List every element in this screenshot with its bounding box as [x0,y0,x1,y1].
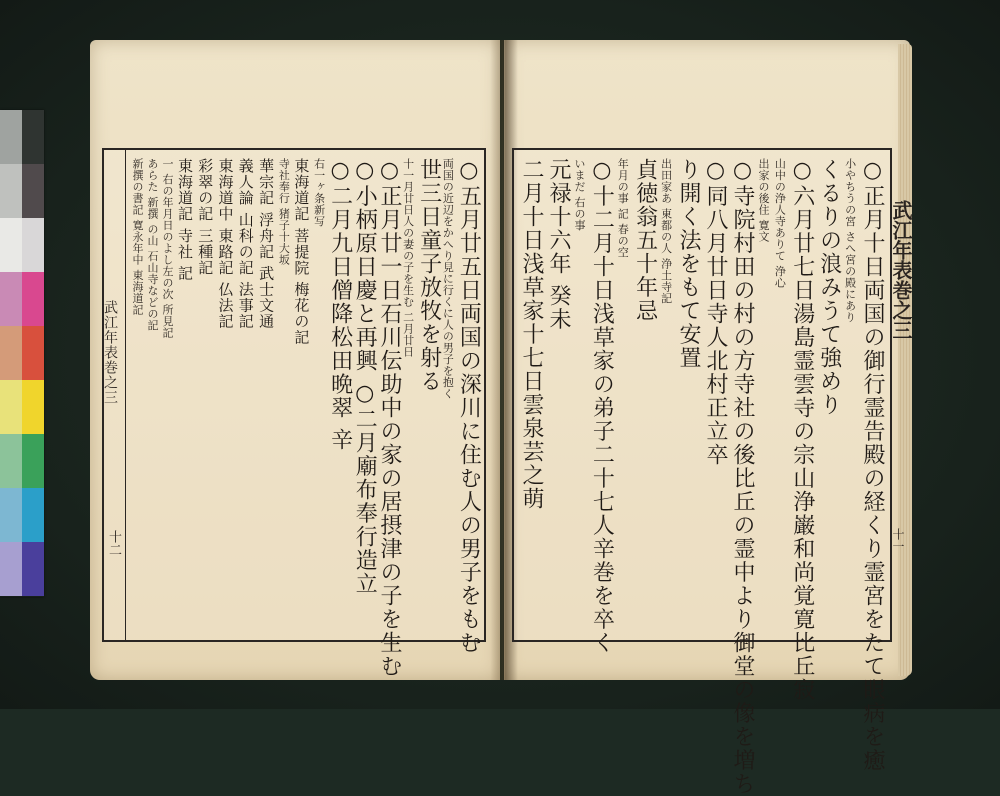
calibration-swatch [22,272,44,326]
left-page-text-column: ○小柄原日慶と再興 ○二月廟布奉行造立 [352,158,378,596]
calibration-swatch [22,380,44,434]
left-page-text-column: 義人論 山科の記 法事記 [236,158,255,330]
calibration-swatch [0,434,22,488]
calibration-swatch [0,218,22,272]
right-page-text-column: ○十二月十日浅草家の弟子二十七人辛巻を卒く [589,158,615,655]
left-page-text-column: ○五月廿五日両国の深川に住む人の男子をもむ [456,158,482,655]
calibration-swatch [22,542,44,596]
right-page-text-column: 貞徳翁五十年忌 [632,158,658,323]
right-page-text-column: 出田家あ 東都の人 浄土寺記 [659,158,673,304]
calibration-swatch [0,164,22,218]
right-page-text-column: ○六月廿七日湯島霊雲寺の宗山浄巌和尚覚寛比丘寂 [789,158,815,702]
calibration-swatch [22,488,44,542]
right-page-text-column: ○寺院村田の村の方寺社の後比丘の霊中より御堂の像を増ち [729,158,755,796]
left-page-text-column: 右一ヶ条新写 [312,158,326,227]
left-page-text-column: 十一月廿日人の妻の子を生む 二月廿日 [401,158,415,358]
right-page-text-column: 出家の後住 寛文 [756,158,770,243]
right-page-text-column: 山中の浄人寺ありて 浄心 [773,158,787,289]
left-page-text-column: 新撰の書記 寛永年中 東海道記 [131,158,144,316]
open-book [90,40,913,796]
left-page-text-column: 世三日童子放牧を射る [416,158,442,393]
calibration-swatch [0,326,22,380]
calibration-swatch [22,326,44,380]
page-edges [898,44,912,676]
right-page-text-column: 元禄十六年 癸未 [545,158,571,331]
calibration-swatch [0,488,22,542]
left-page-text-column: 寺社奉行 猪子十大坂 [277,158,291,266]
left-page-text-column: 両国の近辺をかへり見に行くに人の男子を抱く [441,158,455,400]
calibration-swatch [22,434,44,488]
right-page-text-column: いまだ 右の事 [572,158,586,231]
right-page-text-column: り開く法をもて安置 [676,158,702,370]
calibration-swatch [0,380,22,434]
calibration-swatch [22,110,44,164]
left-page-text-column: 華宗記 浮舟記 武士文通 [257,158,276,330]
right-page-text-column: ○同八月廿日寺人北村正立卒 [703,158,728,467]
right-page-text-column: 二月十日浅草家十七日雲泉芸之萌 [519,158,544,511]
calibration-swatch [0,272,22,326]
left-page-text-column: ○二月九日僧降松田晩翠 辛 [327,158,353,452]
left-page-text-column: 東海道記 寺社 記 [175,158,194,282]
left-page-text-column: 一 右の年月日のよし左の次 所見記 [160,158,174,339]
left-page-text-column: あらた 新撰 の山 石山寺などの記 [145,158,159,331]
right-page-text-column: ○正月十日両国の御行霊告殿の経くり霊宮をたて眼病を癒 [860,158,886,772]
right-page-text-column: くるりの浪みうて強めり [816,158,842,417]
left-page-text-column: ○正月廿一日石川伝助中の家の居摂津の子を生む [376,158,402,678]
right-page-text-column: 小やちうの宮 さへ宮の殿にあり [843,158,857,323]
right-page-text-column: 年月の事 記 春の空 [616,158,630,258]
left-page-text-column: 東海道中 東路記 仏法記 [216,158,235,330]
color-calibration-strip [0,110,44,597]
calibration-swatch [22,164,44,218]
calibration-swatch [0,110,22,164]
left-hashira-title: 武江年表巻之三 [102,300,118,405]
right-edge-title: 武江年表巻之三 [889,200,913,340]
right-folio-number: 十一 [891,528,905,552]
left-page-text-column: 東海道記 菩提院 梅花の記 [292,158,311,346]
calibration-swatch [0,542,22,596]
calibration-swatch [22,218,44,272]
left-folio-number: 十二 [106,530,121,556]
left-page-text-column: 彩翠の記 三種記 [196,158,215,276]
